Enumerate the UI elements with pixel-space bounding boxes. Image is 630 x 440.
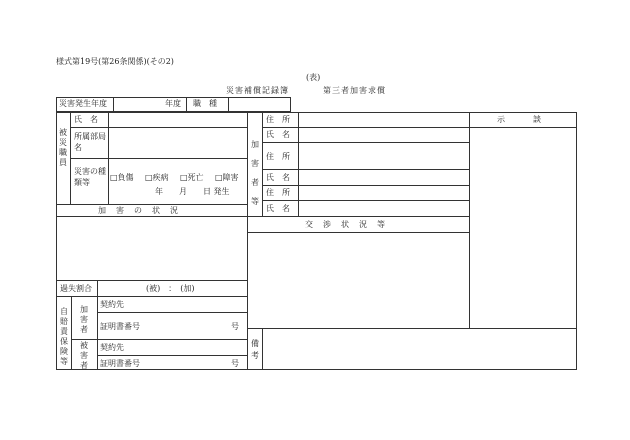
checkbox-illness[interactable]: □疾病 — [145, 173, 169, 182]
damage-status-header: 加 害 の 状 況 — [98, 206, 179, 215]
insurance-perp-label: 加害者 — [80, 305, 88, 334]
instruction-header: 示 談 — [497, 115, 542, 124]
remarks-label: 備考 — [251, 339, 259, 360]
perp-cert-number: 証明書番号 — [100, 322, 140, 331]
perp-address-3: 住 所 — [266, 188, 290, 197]
perp-cert-go: 号 — [231, 322, 239, 331]
shokushu-label: 職 種 — [193, 99, 217, 108]
year-label: 災害発生年度 — [59, 99, 107, 108]
negotiation-header: 交 渉 状 況 等 — [305, 220, 386, 229]
checkbox-injury[interactable]: □負傷 — [110, 173, 134, 182]
perp-contractor: 契約先 — [100, 300, 124, 309]
perp-address-2: 住 所 — [266, 152, 290, 161]
insurance-group-label: 自賠責保険等 — [60, 307, 68, 366]
victim-group-label: 被災職員 — [59, 128, 67, 167]
perp-name-2: 氏 名 — [266, 173, 290, 182]
insurance-victim-label: 被害者 — [80, 341, 88, 370]
side-label: (表) — [306, 73, 321, 82]
occurrence-date: 年 月 日 発生 — [155, 187, 230, 196]
form-title: 災害補償記録簿 — [226, 86, 289, 95]
fault-ratio: (被) ： (加) — [146, 284, 195, 293]
perp-name-1: 氏 名 — [266, 130, 290, 139]
perp-group-label: 加害者等 — [251, 140, 259, 206]
victim-dept-label: 所属部局名 — [74, 132, 106, 152]
perp-address-1: 住 所 — [266, 115, 290, 124]
checkbox-disability[interactable]: □障害 — [215, 173, 239, 182]
victim-cert-go: 号 — [231, 359, 239, 368]
victim-contractor: 契約先 — [100, 343, 124, 352]
form-subtitle: 第三者加害求償 — [323, 86, 386, 95]
victim-name-label: 氏 名 — [74, 115, 98, 124]
form-number: 様式第19号(第26条関係)(その2) — [56, 57, 174, 66]
fault-label: 過失割合 — [60, 284, 92, 293]
victim-cert-number: 証明書番号 — [100, 359, 140, 368]
perp-name-3: 氏 名 — [266, 204, 290, 213]
victim-injury-label: 災害の種類等 — [74, 167, 106, 187]
checkbox-death[interactable]: □死亡 — [180, 173, 204, 182]
nendo-label: 年度 — [165, 99, 181, 108]
